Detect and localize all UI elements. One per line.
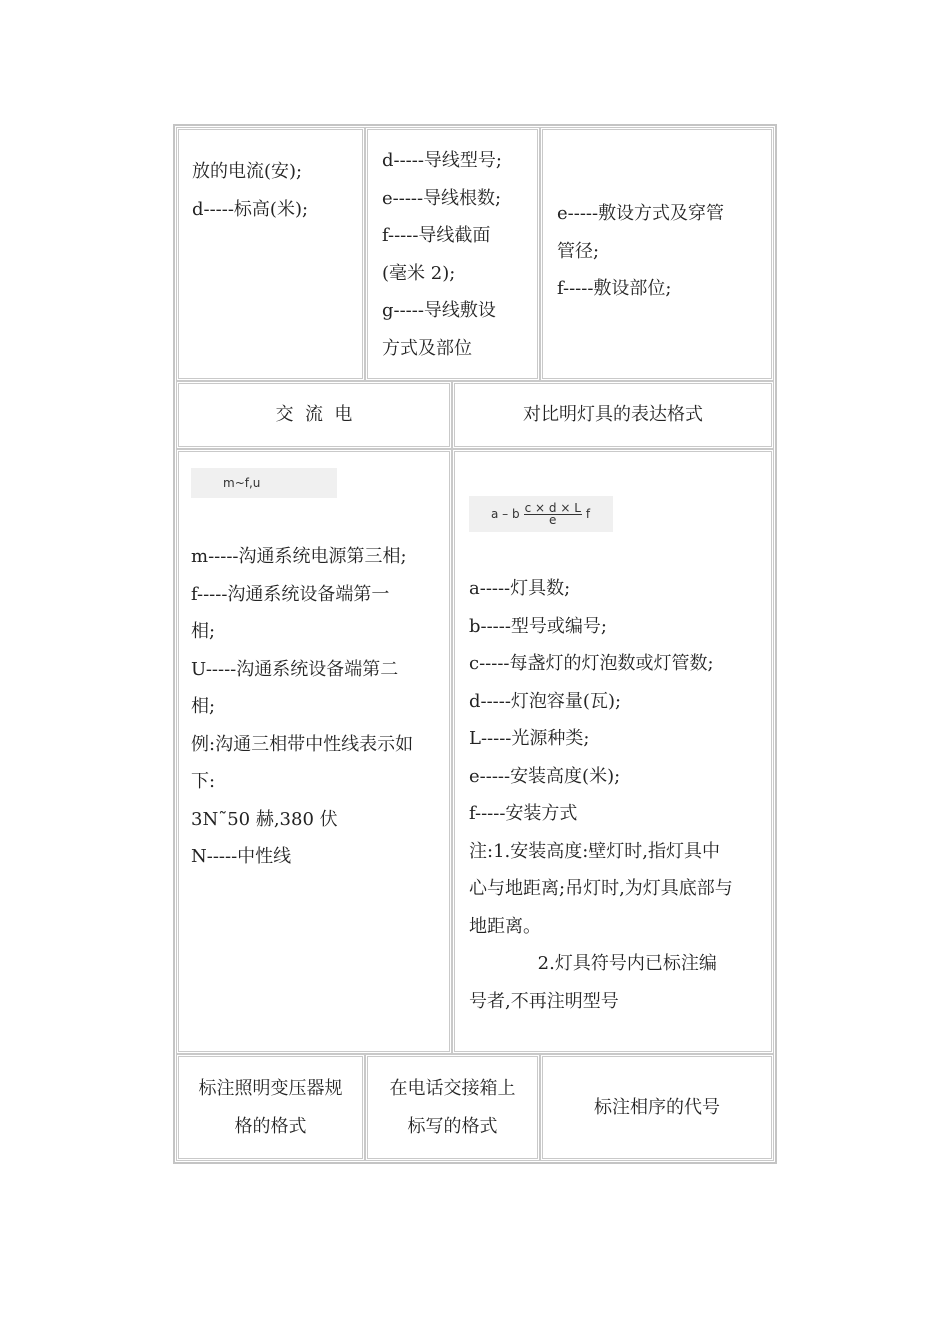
lamp-desc-line: b-----型号或编号;	[469, 615, 607, 637]
lamp-formula-image	[469, 496, 613, 532]
lamp-desc-line: c-----每盏灯的灯泡数或灯管数;	[469, 653, 714, 674]
row2-left-header-cell	[176, 381, 452, 449]
ac-desc-line: 下:	[191, 771, 216, 792]
row4-col2-line: 在电话交接箱上	[389, 1078, 516, 1099]
lamp-format-header: 对比明灯具的表达格式	[523, 404, 703, 426]
ac-desc-line: 3N˜50 赫,380 伏	[191, 808, 338, 830]
row1-col1-cell	[176, 127, 365, 381]
lamp-desc-line: f-----安装方式	[469, 803, 578, 824]
row1-col3-line: f-----敷设部位;	[557, 278, 672, 299]
row4-col3-cell	[540, 1054, 774, 1161]
lamp-desc-line: 2.灯具符号内已标注编	[469, 953, 717, 974]
row4-col3-line: 标注相序的代号	[594, 1096, 720, 1118]
row1-col1-line: d-----标高(米);	[192, 198, 309, 220]
row3-left-cell	[176, 449, 452, 1054]
row1-col2-line: f-----导线截面	[382, 225, 491, 246]
row1-col2-line: 方式及部位	[382, 337, 472, 359]
lamp-desc-line: L-----光源种类;	[469, 728, 590, 749]
lamp-formula-prefix: a – b	[491, 507, 520, 521]
lamp-desc-line: 地距离。	[469, 915, 541, 937]
lamp-formula-denominator: e	[549, 512, 557, 527]
lamp-desc-line: 心与地距离;吊灯时,为灯具底部与	[469, 878, 733, 899]
row1-col2-cell	[365, 127, 540, 381]
row1-col2-line: e-----导线根数;	[382, 187, 502, 209]
ac-formula-image	[191, 468, 337, 498]
ac-desc-line: 相;	[191, 696, 216, 717]
row4-col1-line: 格的格式	[234, 1115, 307, 1137]
row4-col1-line: 标注照明变压器规	[198, 1078, 343, 1099]
lamp-desc-line: d-----灯泡容量(瓦);	[469, 690, 622, 712]
lamp-desc-line: a-----灯具数;	[469, 578, 571, 599]
ac-formula-text: m~f,u	[223, 476, 261, 490]
ac-desc-line: f-----沟通系统设备端第一	[191, 583, 390, 605]
ac-desc-line: m-----沟通系统电源第三相;	[191, 546, 407, 567]
row4-col2-cell	[365, 1054, 540, 1161]
ac-header: 交 流 电	[275, 404, 353, 426]
ac-desc-line: U-----沟通系统设备端第二	[191, 658, 399, 680]
ac-desc-line: 例:沟通三相带中性线表示如	[191, 733, 414, 755]
row1-col2-line: (毫米 2);	[382, 262, 456, 284]
row1-col3-line: e-----敷设方式及穿管	[557, 203, 725, 224]
lamp-formula-fraction	[524, 500, 582, 527]
lamp-formula-numerator: c × d × L	[524, 500, 581, 515]
ac-desc-line: N-----中性线	[191, 846, 292, 867]
lamp-formula-suffix: f	[585, 507, 591, 521]
row4-col1-cell	[176, 1054, 365, 1161]
row1-col2-line: d-----导线型号;	[382, 150, 502, 171]
ac-desc-line: 相;	[191, 621, 216, 642]
row1-col2-line: g-----导线敷设	[382, 300, 496, 321]
lamp-desc-line: 注:1.安装高度:壁灯时,指灯具中	[469, 840, 721, 862]
row4-col2-line: 标写的格式	[407, 1115, 498, 1137]
row2-right-header-cell	[452, 381, 774, 449]
row1-col3-line: 管径;	[557, 240, 600, 262]
lamp-desc-line: 号者,不再注明型号	[469, 990, 619, 1012]
row3-right-cell	[452, 449, 774, 1054]
lamp-desc-line: e-----安装高度(米);	[469, 765, 621, 787]
row1-col1-line: 放的电流(安);	[192, 161, 303, 182]
row1-col3-cell	[540, 127, 774, 381]
